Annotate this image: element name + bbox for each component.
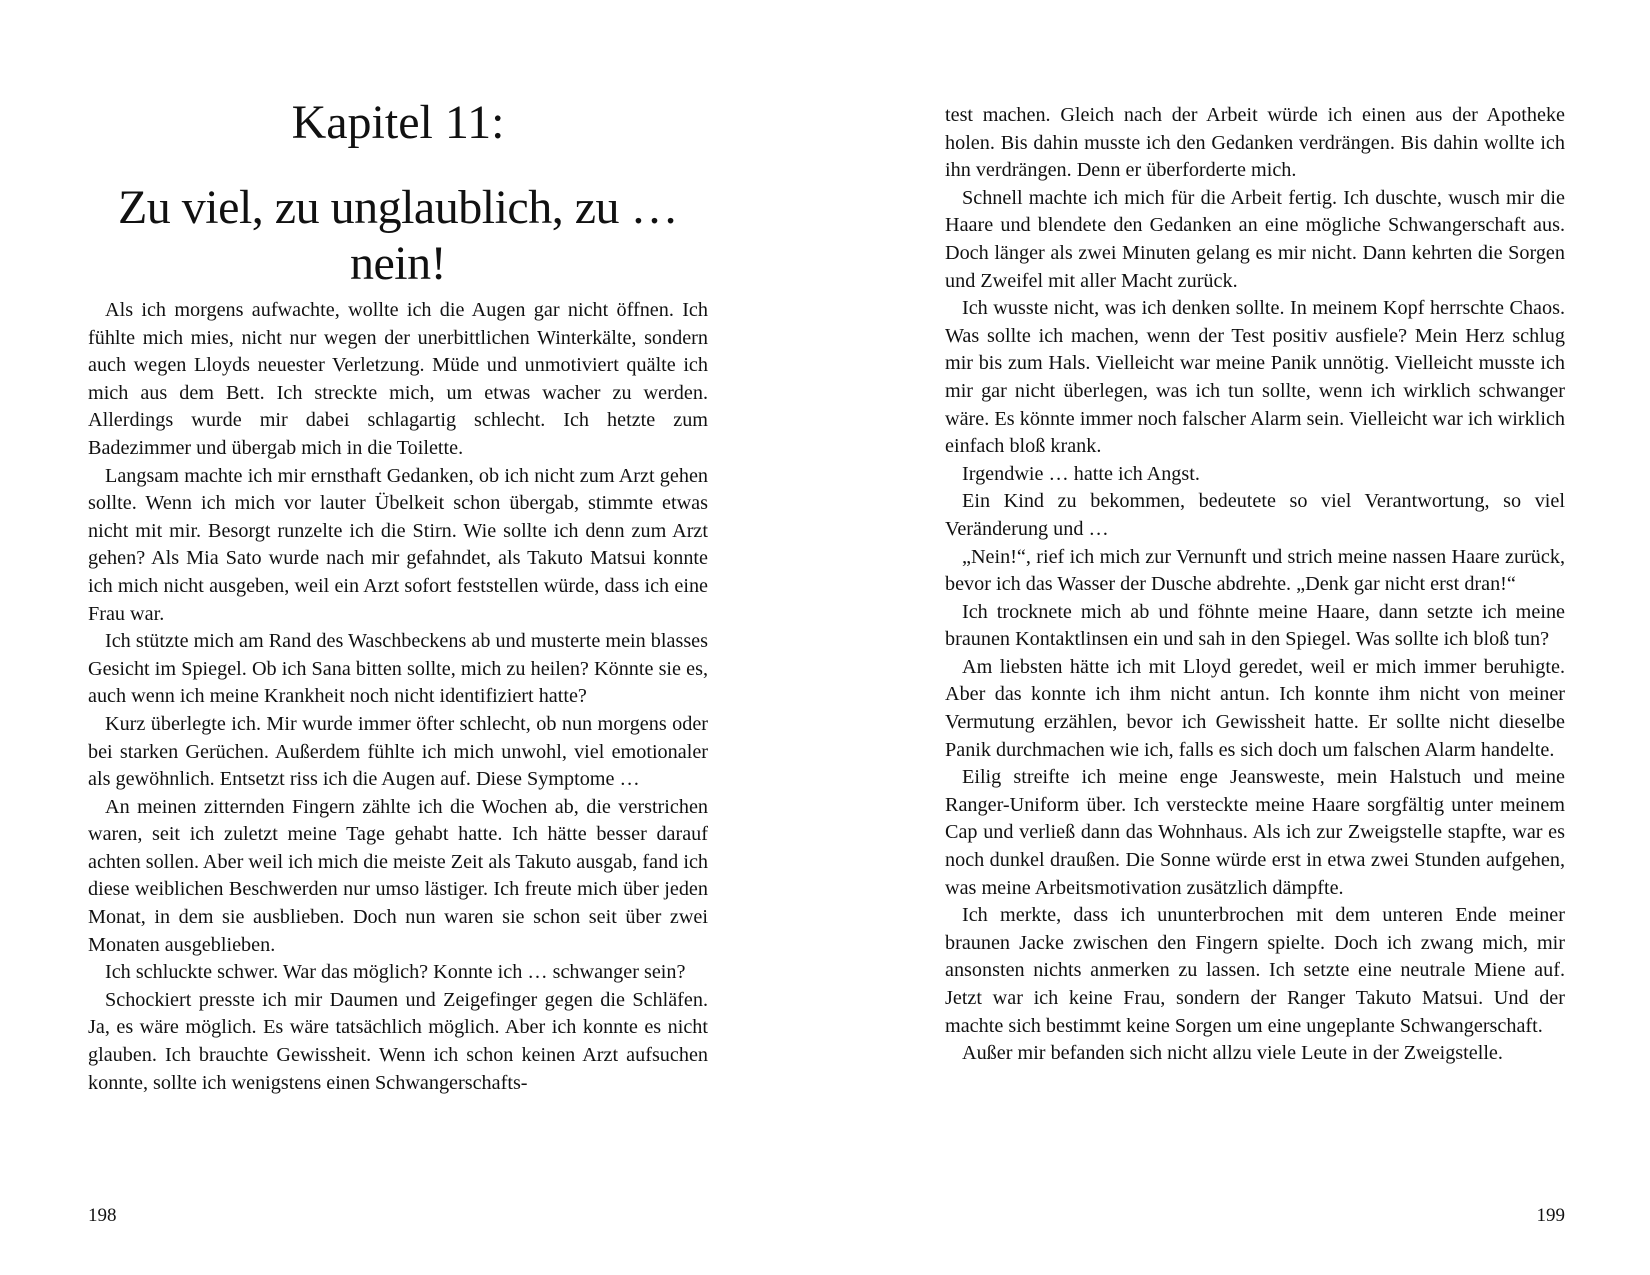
right-page-body: [945, 102, 1565, 1068]
paragraph: Ich merkte, dass ich ununterbrochen mit dem unteren Ende meiner braunen Jacke zwischen den Fingern spielte. Doch ich zwang mich, mir ansonsten nichts anmerken zu lassen. Ich setzte eine neutrale Miene auf. Jetzt war ich keine Frau, sondern der Ranger Takuto Matsui. Und der machte sich bestimmt keine Sorgen um eine ungeplante Schwangerschaft.: [945, 904, 1565, 1037]
paragraph: Schockiert presste ich mir Daumen und Zeigefinger gegen die Schläfen. Ja, es wäre möglich. Es wäre tatsächlich möglich. Aber ich konnte es nicht glauben. Ich brauchte Gewissheit. Wenn ich schon keinen Arzt aufsuchen konnte, sollte ich wenigstens einen Schwangerschafts-: [88, 988, 708, 1094]
paragraph: Ich trocknete mich ab und föhnte meine Haare, dann setzte ich meine braunen Kontaktlinsen ein und sah in den Spiegel. Was sollte ich bloß tun?: [945, 600, 1565, 651]
chapter-title: Zu viel, zu unglaublich, zu … nein!: [117, 181, 679, 290]
paragraph: Am liebsten hätte ich mit Lloyd geredet, weil er mich immer beruhigte. Aber das konnte ich ihm nicht antun. Ich konnte ihm nicht von meiner Vermutung erzählen, bevor ich Gewissheit hatte. Er sollte nicht dieselbe Panik durchmachen wie ich, falls es sich doch um falschen Alarm handelte.: [945, 655, 1565, 761]
paragraph: Eilig streifte ich meine enge Jeansweste, mein Halstuch und meine Ranger-Uniform über. Ich versteckte meine Haare sorgfältig unter meinem Cap und verließ dann das Wohnhaus. Als ich zur Zweigstelle stapfte, war es noch dunkel draußen. Die Sonne würde erst in etwa zwei Stunden aufgehen, was meine Arbeitsmotivation zusätzlich dämpfte.: [945, 766, 1565, 899]
chapter-number: Kapitel 11:: [291, 96, 505, 149]
paragraph: Schnell machte ich mich für die Arbeit fertig. Ich duschte, wusch mir die Haare und blendete den Gedanken an eine mögliche Schwangerschaft aus. Doch länger als zwei Minuten gelang es mir nicht. Dann kehrten die Sorgen und Zweifel mit aller Macht zurück.: [945, 186, 1565, 292]
paragraph: Ich schluckte schwer. War das möglich? Konnte ich … schwanger sein?: [105, 961, 686, 984]
continued-paragraph: test machen. Gleich nach der Arbeit würde ich einen aus der Apotheke holen. Bis dahin musste ich den Gedanken verdrängen. Bis dahin wollte ich ihn verdrängen. Denn er überforderte mich.: [945, 104, 1565, 182]
paragraph: An meinen zitternden Fingern zählte ich die Wochen ab, die verstrichen waren, seit ich zuletzt meine Tage gehabt hatte. Ich hätte besser darauf achten sollen. Aber weil ich mich die meiste Zeit als Takuto ausgab, fand ich diese weiblichen Beschwerden nur umso lästiger. Ich freute mich über jeden Monat, in dem sie ausblieben. Doch nun waren sie schon seit über zwei Monaten ausgeblieben.: [88, 795, 708, 956]
paragraph: „Nein!“, rief ich mich zur Vernunft und strich meine nassen Haare zurück, bevor ich das Wasser der Dusche abdrehte. „Denk gar nicht erst dran!“: [945, 545, 1565, 596]
paragraph: Ein Kind zu bekommen, bedeutete so viel Verantwortung, so viel Veränderung und …: [945, 490, 1565, 540]
paragraph: Irgendwie … hatte ich Angst.: [962, 462, 1200, 485]
paragraph: Langsam machte ich mir ernsthaft Gedanken, ob ich nicht zum Arzt gehen sollte. Wenn ich mich vor lauter Übelkeit schon übergab, stimmte etwas nicht mit mir. Besorgt runzelte ich die Stirn. Wie sollte ich denn zum Arzt gehen? Als Mia Sato wurde nach mir gefahndet, als Takuto Matsui konnte ich mich nicht ausgeben, weil ein Arzt sofort feststellen würde, dass ich eine Frau war.: [88, 464, 708, 625]
page-number-left: 198: [88, 1205, 117, 1226]
left-page-body: [88, 297, 708, 1097]
left-page: [88, 0, 708, 1275]
paragraph: Ich wusste nicht, was ich denken sollte. In meinem Kopf herrschte Chaos. Was sollte ich machen, wenn der Test positiv ausfiele? Mein Herz schlug mir bis zum Hals. Vielleicht war meine Panik unnötig. Vielleicht musste ich mir gar nicht überlegen, was ich tun sollte, wenn ich wirklich schwanger wäre. Es könnte immer noch falscher Alarm sein. Vielleicht war ich wirklich einfach bloß krank.: [945, 297, 1565, 458]
page-number-right: 199: [1536, 1205, 1565, 1226]
paragraph: Ich stützte mich am Rand des Waschbeckens ab und musterte mein blasses Gesicht im Spiegel. Ob ich Sana bitten sollte, mich zu heilen? Könnte sie es, auch wenn ich meine Krankheit noch nicht identifiziert hatte?: [88, 630, 708, 708]
paragraph: Kurz überlegte ich. Mir wurde immer öfter schlecht, ob nun morgens oder bei starken Gerüchen. Außerdem fühlte ich mich unwohl, viel emotionaler als gewöhnlich. Entsetzt riss ich die Augen auf. Diese Symptome …: [88, 712, 708, 791]
right-page: [945, 0, 1565, 1275]
paragraph: Als ich morgens aufwachte, wollte ich die Augen gar nicht öffnen. Ich fühlte mich mies, nicht nur wegen der unerbittlichen Winterkälte, sondern auch wegen Lloyds neuester Verletzung. Müde und unmotiviert quälte ich mich aus dem Bett. Ich streckte mich, um etwas wacher zu werden. Allerdings wurde mir dabei schlagartig schlecht. Ich hetzte zum Badezimmer und übergab mich in die Toilette.: [88, 299, 708, 459]
paragraph: Außer mir befanden sich nicht allzu viele Leute in der Zweigstelle.: [962, 1042, 1503, 1065]
